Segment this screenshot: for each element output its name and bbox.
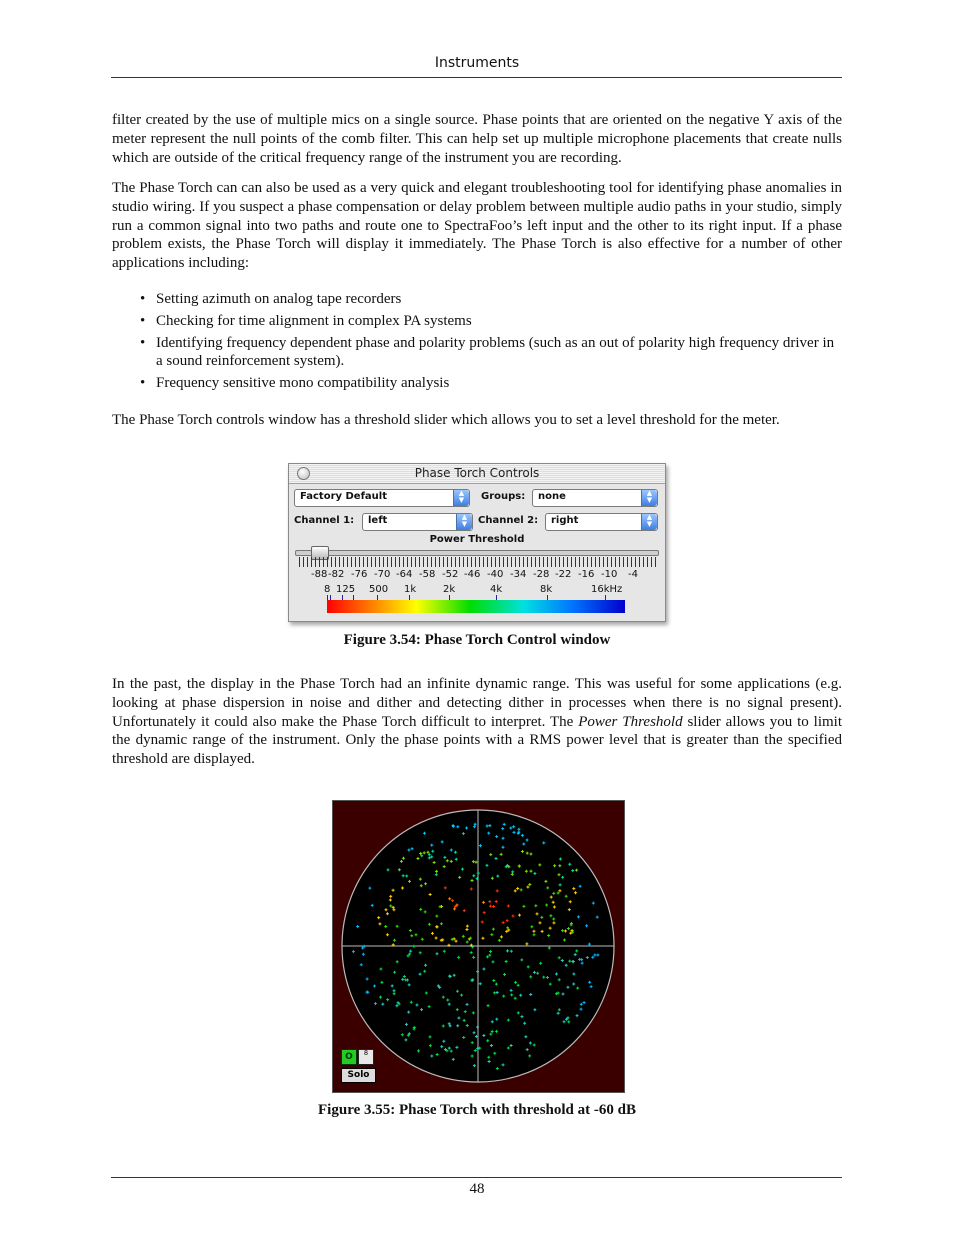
db-tick-label: -4 xyxy=(628,569,638,580)
freq-label: 8 xyxy=(324,584,331,595)
power-threshold-label: Power Threshold xyxy=(429,534,525,545)
footer-rule xyxy=(111,1177,842,1178)
power-threshold-slider[interactable] xyxy=(295,550,659,556)
chevron-updown-icon: ▲ ▼ xyxy=(641,490,657,506)
applications-list xyxy=(140,290,842,396)
db-tick-label: -82 xyxy=(328,569,345,580)
paragraph-threshold-slider: The Phase Torch controls window has a threshold slider which allows you to set a level threshold for the meter. xyxy=(112,412,780,428)
phase-torch-display xyxy=(332,800,625,1093)
db-tick-label: -52 xyxy=(442,569,459,580)
list-item: • Setting azimuth on analog tape recorders xyxy=(140,291,402,307)
window-title: Phase Torch Controls xyxy=(414,466,540,480)
freq-label: 125 xyxy=(336,584,356,595)
db-tick-label: -64 xyxy=(396,569,413,580)
db-tick-label: -76 xyxy=(351,569,368,580)
chevron-updown-icon: ▲ ▼ xyxy=(453,490,469,506)
chevron-updown-icon: ▲ ▼ xyxy=(641,514,657,530)
power-threshold-term: Power Threshold xyxy=(578,713,683,730)
window-titlebar[interactable] xyxy=(289,464,665,484)
db-tick-label: -34 xyxy=(510,569,527,580)
freq-label: 16kHz xyxy=(591,584,623,595)
phase-torch-plot xyxy=(333,801,624,1092)
link-button[interactable]: 8 xyxy=(358,1049,374,1065)
db-tick-label: -22 xyxy=(555,569,572,580)
db-tick-label: -10 xyxy=(601,569,618,580)
channel2-label: Channel 2: xyxy=(478,515,539,526)
page-number: 48 xyxy=(469,1181,485,1197)
list-item: • Identifying frequency dependent phase and polarity problems (such as an out of polarity high frequency driver in a sound reinforcement system). xyxy=(140,334,835,370)
solo-button[interactable]: Solo xyxy=(341,1068,376,1083)
paragraph-dynamic-range: In the past, the display in the Phase Torch had an infinite dynamic range. This was useful for some applications (e.g. looking at phase dispersion in noise and dither and detecting dither in processes when there is no signal present). Unfortunately it could also make the Phase Torch difficult to interpret. The Power Threshold slider allows you to limit the dynamic range of the instrument. Only the phase points with a RMS power level that is greater than the specified threshold are displayed. xyxy=(112,676,843,768)
frequency-color-bar xyxy=(327,600,625,613)
preset-select[interactable]: Factory Default ▲ ▼ xyxy=(294,489,470,507)
db-tick-label: -40 xyxy=(487,569,504,580)
running-header: Instruments xyxy=(434,55,520,71)
db-tick-label: -58 xyxy=(419,569,436,580)
freq-label: 4k xyxy=(490,584,503,595)
db-tick-label: -28 xyxy=(533,569,550,580)
db-tick-label: -88 xyxy=(311,569,328,580)
slider-ticks xyxy=(299,557,657,567)
list-item: • Checking for time alignment in complex PA systems xyxy=(140,312,472,329)
paragraph-troubleshooting: The Phase Torch can can also be used as a very quick and elegant troubleshooting tool for identifying phase anomalies in studio wiring. If you suspect a phase compensation or delay problem between multiple audio paths in your studio, simply run a common signal into two paths and route one to SpectraFoo’s left input and the other to its right input. If a phase problem exists, the Phase Torch will display it immediately. The Phase Torch is also effective for a number of other applications including: xyxy=(112,180,842,272)
freq-label: 500 xyxy=(369,584,389,595)
list-item: • Frequency sensitive mono compatibility analysis xyxy=(140,375,450,392)
chevron-updown-icon: ▲ ▼ xyxy=(456,514,472,530)
paragraph-comb-filter: filter created by the use of multiple mics on a single source. Phase points that are oriented on the negative Y axis of the meter represent the null points of the comb filter. This can help set up multiple microphone placements that create nulls which are outside of the critical frequency range of the instrument you are recording. xyxy=(112,112,842,166)
db-tick-label: -46 xyxy=(464,569,481,580)
freq-label: 2k xyxy=(443,584,456,595)
phase-torch-controls-window xyxy=(288,463,666,622)
db-tick-label: -70 xyxy=(374,569,391,580)
groups-label: Groups: xyxy=(481,491,526,502)
figure-caption-3-54: Figure 3.54: Phase Torch Control window xyxy=(343,632,611,648)
db-tick-label: -16 xyxy=(578,569,595,580)
channel2-select[interactable]: right ▲ ▼ xyxy=(545,513,658,531)
channel1-label: Channel 1: xyxy=(294,515,355,526)
freq-label: 1k xyxy=(404,584,417,595)
channel1-select[interactable]: left ▲ ▼ xyxy=(362,513,473,531)
figure-caption-3-55: Figure 3.55: Phase Torch with threshold at -60 dB xyxy=(318,1102,636,1118)
groups-select[interactable]: none ▲ ▼ xyxy=(532,489,658,507)
freq-label: 8k xyxy=(540,584,553,595)
power-toggle-button[interactable]: O xyxy=(341,1049,357,1065)
header-rule xyxy=(111,77,842,78)
